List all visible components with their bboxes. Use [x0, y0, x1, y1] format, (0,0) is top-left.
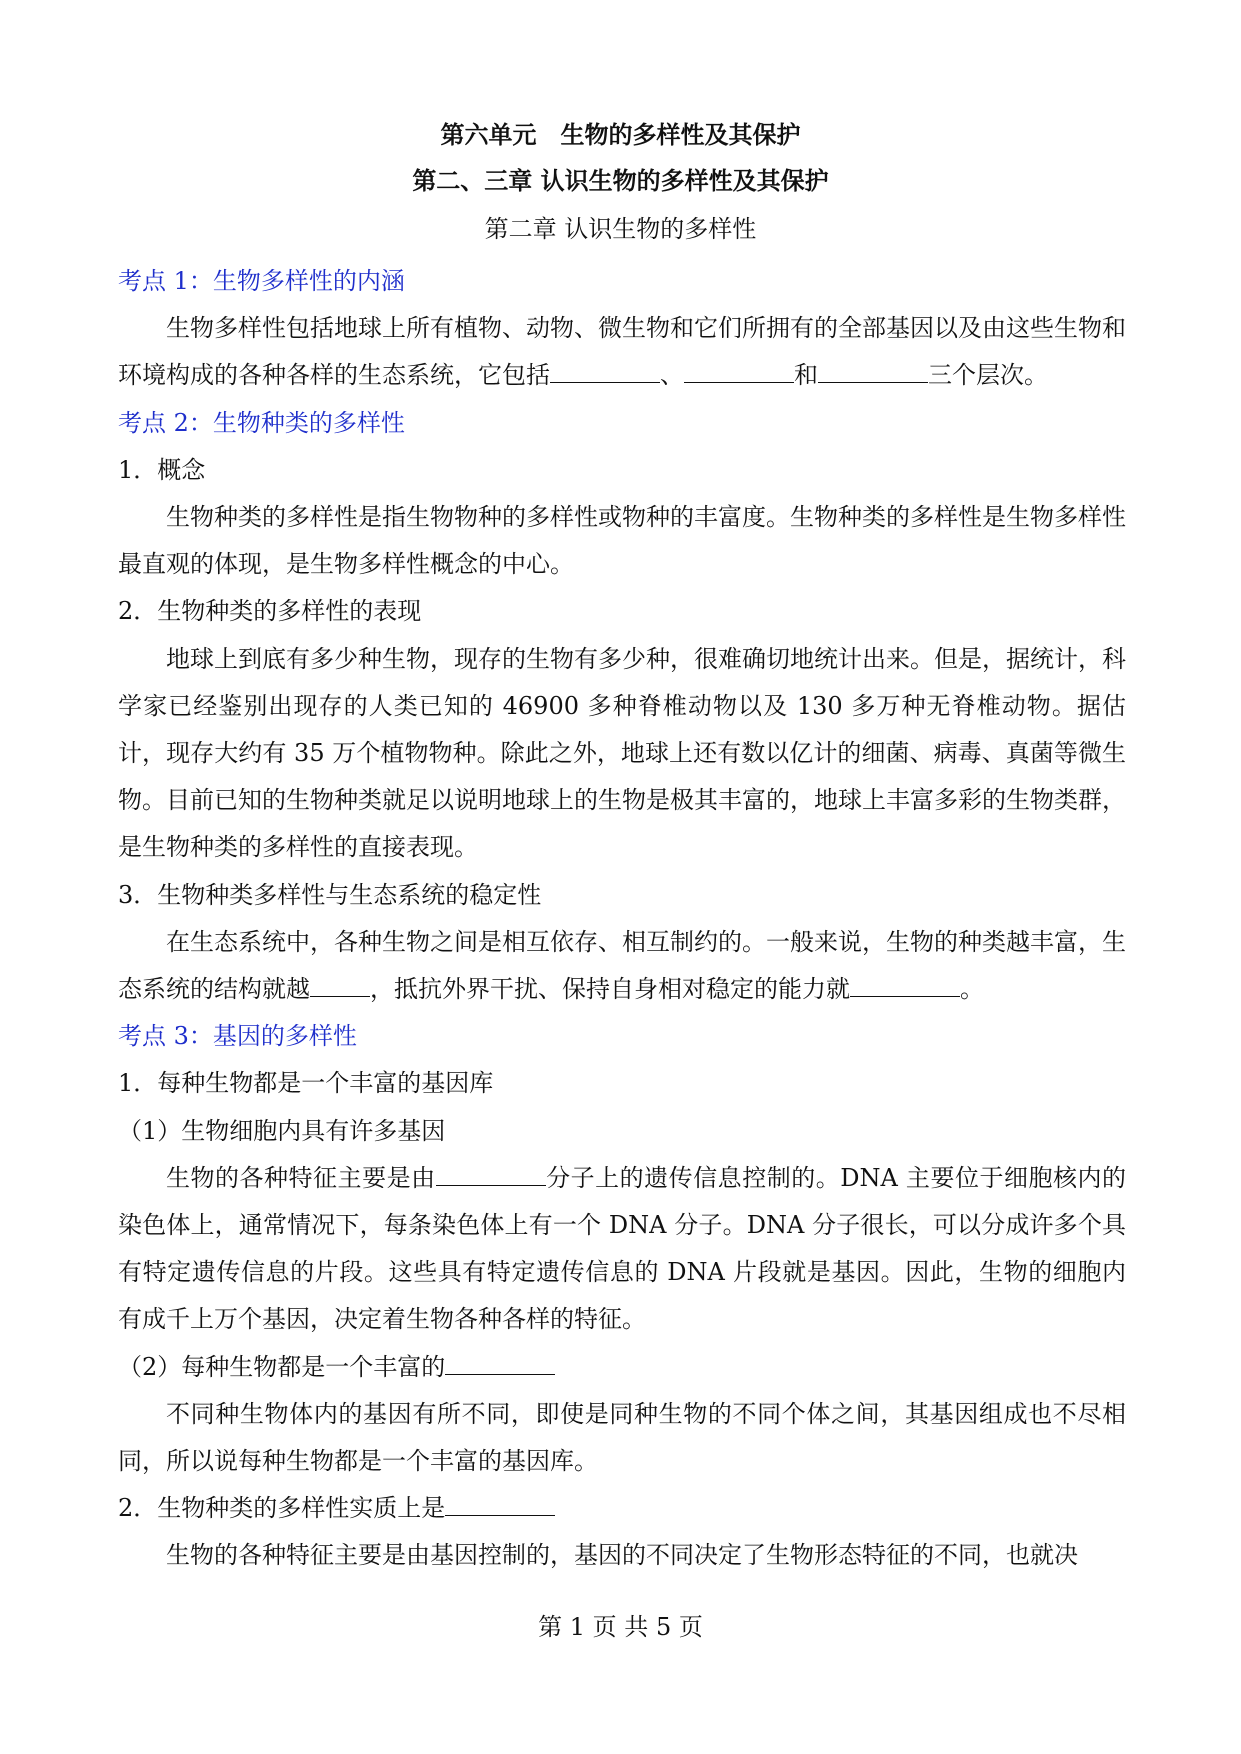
kaodian-1-paragraph [118, 305, 1126, 399]
gene-pool-paragraph: 不同种生物体内的基因有所不同，即使是同种生物的不同个体之间，其基因组成也不尽相同，所以说每种生物都是一个丰富的基因库。 [118, 1399, 1126, 1476]
list-item-manifestation: 2．生物种类的多样性的表现 [118, 597, 422, 626]
document-body [118, 258, 1126, 1580]
kaodian-3-heading: 考点 3：基因的多样性 [118, 1022, 357, 1051]
sub-item-many-genes: （1）生物细胞内具有许多基因 [118, 1116, 446, 1145]
list-item-gene-pool: 1．每种生物都是一个丰富的基因库 [118, 1069, 494, 1098]
list-item-essence [118, 1485, 1126, 1532]
and-text: 和 [794, 361, 818, 390]
stability-paragraph [118, 919, 1126, 1013]
sub-item-rich-gene-pool [118, 1344, 1126, 1391]
stability-text-a: 在生态系统中，各种生物之间是相互依存、相互制约的。一般来说，生物的种类越丰富，生态系统的结构就越 [118, 927, 1126, 1004]
stability-text-b: ，抵抗外界干扰、保持自身相对稳定的能力就 [370, 975, 850, 1004]
fill-blank [445, 1489, 555, 1516]
chapter-title: 第二、三章 认识生物的多样性及其保护 [412, 166, 829, 195]
genes-paragraph [118, 1155, 1126, 1344]
separator-text: 、 [660, 361, 684, 390]
fill-blank [684, 356, 794, 383]
stability-text-c: 。 [960, 975, 984, 1004]
fill-blank [445, 1348, 555, 1375]
fill-blank [818, 356, 928, 383]
manifestation-paragraph: 地球上到底有多少种生物，现存的生物有多少种，很难确切地统计出来。但是，据统计，科学家已经鉴别出现存的人类已知的 46900 多种脊椎动物以及 130 多万种无脊椎动物。据估计，现存大约有 35 万个植物物种。除此之外，地球上还有数以亿计的细菌、病毒、真菌等微生物。目前已知的生物种类就足以说明地球上的生物是极其丰富的，地球上丰富多彩的生物类群，是生物种类的多样性的直接表现。 [118, 644, 1126, 862]
section-title: 第二章 认识生物的多样性 [484, 215, 757, 243]
fill-blank [850, 970, 960, 997]
kaodian-1-heading: 考点 1：生物多样性的内涵 [118, 267, 405, 295]
list-item-concept: 1．概念 [118, 455, 206, 484]
kaodian-1-text: 生物多样性包括地球上所有植物、动物、微生物和它们所拥有的全部基因以及由这些生物和环境构成的各种各样的生态系统，它包括 [118, 314, 1126, 390]
fill-blank [310, 970, 370, 997]
fill-blank [436, 1159, 546, 1186]
sub-item-text: （2）每种生物都是一个丰富的 [118, 1352, 446, 1381]
fill-blank [550, 356, 660, 383]
essence-text: 2．生物种类的多样性实质上是 [118, 1494, 446, 1523]
genes-text-b: 分子上的遗传信息控制的。DNA 主要位于细胞核内的染色体上，通常情况下，每条染色体上有一个 DNA 分子。DNA 分子很长，可以分成许多个具有特定遗传信息的片段。这些具有特定遗传信息的 DNA 片段就是基因。因此，生物的细胞内有成千上万个基因，决定着生物各种各样的特征。 [118, 1163, 1127, 1334]
concept-paragraph: 生物种类的多样性是指生物物种的多样性或物种的丰富度。生物种类的多样性是生物多样性最直观的体现，是生物多样性概念的中心。 [118, 503, 1126, 579]
essence-paragraph: 生物的各种特征主要是由基因控制的，基因的不同决定了生物形态特征的不同，也就决 [166, 1541, 1078, 1570]
tail-text: 三个层次。 [928, 361, 1048, 390]
kaodian-2-heading: 考点 2：生物种类的多样性 [118, 408, 405, 437]
list-item-stability: 3．生物种类多样性与生态系统的稳定性 [118, 880, 542, 909]
unit-title: 第六单元 生物的多样性及其保护 [440, 120, 801, 149]
genes-text-a: 生物的各种特征主要是由 [166, 1163, 436, 1192]
page-footer: 第 1 页 共 5 页 [538, 1613, 703, 1641]
